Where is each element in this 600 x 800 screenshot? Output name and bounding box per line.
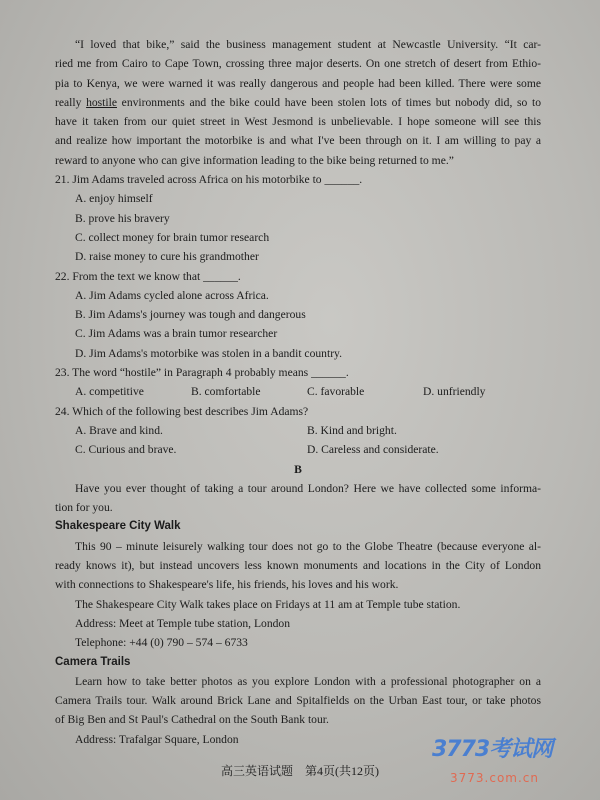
question-stem: 21. Jim Adams traveled across Africa on his motorbike to ______. [55, 173, 363, 187]
passage-a [55, 35, 541, 170]
shakespeare-line: This 90 – minute leisurely walking tour does not go to the Globe Theatre (because everyone al- [75, 539, 541, 553]
watermark-url: 3773.com.cn [450, 771, 539, 785]
shakespeare-schedule: The Shakespeare City Walk takes place on Fridays at 11 am at Temple tube station. [75, 597, 461, 611]
option: D. Careless and considerate. [307, 443, 439, 457]
option: B. Jim Adams's journey was tough and dangerous [75, 308, 306, 322]
options-row [55, 421, 541, 440]
shakespeare-address: Address: Meet at Temple tube station, London [75, 616, 291, 630]
camera-line: Learn how to take better photos as you explore London with a professional photographer on a [75, 674, 541, 688]
question-22 [55, 267, 541, 363]
shakespeare-line: with connections to Shakespeare's life, his friends, his loves and his work. [55, 578, 399, 592]
exam-page [55, 35, 541, 749]
passage-line: pia to Kenya, we were warned it was really dangerous and people had been killed. There were some [55, 76, 541, 90]
option: C. Jim Adams was a brain tumor researcher [75, 327, 278, 341]
text: really [55, 95, 82, 109]
question-24 [55, 402, 541, 460]
option: C. favorable [307, 385, 365, 399]
option: D. raise money to cure his grandmother [75, 250, 259, 264]
option: B. prove his bravery [75, 211, 170, 225]
option: B. comfortable [191, 385, 261, 399]
camera-line: Camera Trails tour. Walk around Brick Lane and Spitalfields on the Urban East tour, or take photos [55, 694, 541, 708]
section-b-heading: B [294, 462, 302, 476]
shakespeare-heading: Shakespeare City Walk [55, 520, 181, 533]
passage-line [55, 93, 541, 112]
passage-line: and realize how important the motorbike is and what I've been through on it. I am willing to pay a [55, 134, 541, 148]
option: A. enjoy himself [75, 192, 153, 206]
intro-line: tion for you. [55, 501, 113, 515]
shakespeare-line: ready knows it), but instead uncovers less known monuments and locations in the City of London [55, 559, 541, 573]
option: D. unfriendly [423, 385, 486, 399]
question-21 [55, 170, 541, 266]
option: C. collect money for brain tumor research [75, 230, 270, 244]
question-23 [55, 363, 541, 402]
option: A. Jim Adams cycled alone across Africa. [75, 288, 269, 302]
passage-line: “I loved that bike,” said the business management student at Newcastle University. “It car- [75, 38, 541, 51]
shakespeare-telephone: Telephone: +44 (0) 790 – 574 – 6733 [75, 636, 248, 650]
camera-heading: Camera Trails [55, 655, 131, 668]
passage-line: ried me from Cairo to Cape Town, crossing three major deserts. On one stretch of desert from Ethio- [55, 57, 541, 71]
option: A. Brave and kind. [75, 423, 163, 437]
camera-line: of Big Ben and St Paul's Cathedral on the South Bank tour. [55, 713, 329, 727]
page-footer: 高三英语试题 第4页(共12页) [221, 764, 379, 778]
passage-line: reward to anyone who can give information leading to the bike being returned to me.” [55, 153, 454, 167]
watermark-logo: 3773考试网 [432, 737, 553, 762]
camera-address: Address: Trafalgar Square, London [75, 732, 239, 746]
option: A. competitive [75, 385, 144, 399]
options-row [55, 382, 541, 401]
question-stem: 22. From the text we know that ______. [55, 269, 241, 283]
option: C. Curious and brave. [75, 443, 177, 457]
underlined-word: hostile [86, 95, 117, 109]
question-stem: 24. Which of the following best describes Jim Adams? [55, 404, 309, 418]
option: D. Jim Adams's motorbike was stolen in a bandit country. [75, 346, 342, 360]
options-row [55, 440, 541, 459]
option: B. Kind and bright. [307, 423, 397, 437]
question-stem: 23. The word “hostile” in Paragraph 4 probably means ______. [55, 366, 349, 380]
text: environments and the bike could have been stolen lots of times but nobody did, so to [121, 95, 541, 109]
passage-line: have it taken from our quiet street in West Jesmond is unbelievable. I hope someone will see this [55, 115, 541, 129]
intro-line: Have you ever thought of taking a tour around London? Here we have collected some informa- [75, 481, 541, 495]
